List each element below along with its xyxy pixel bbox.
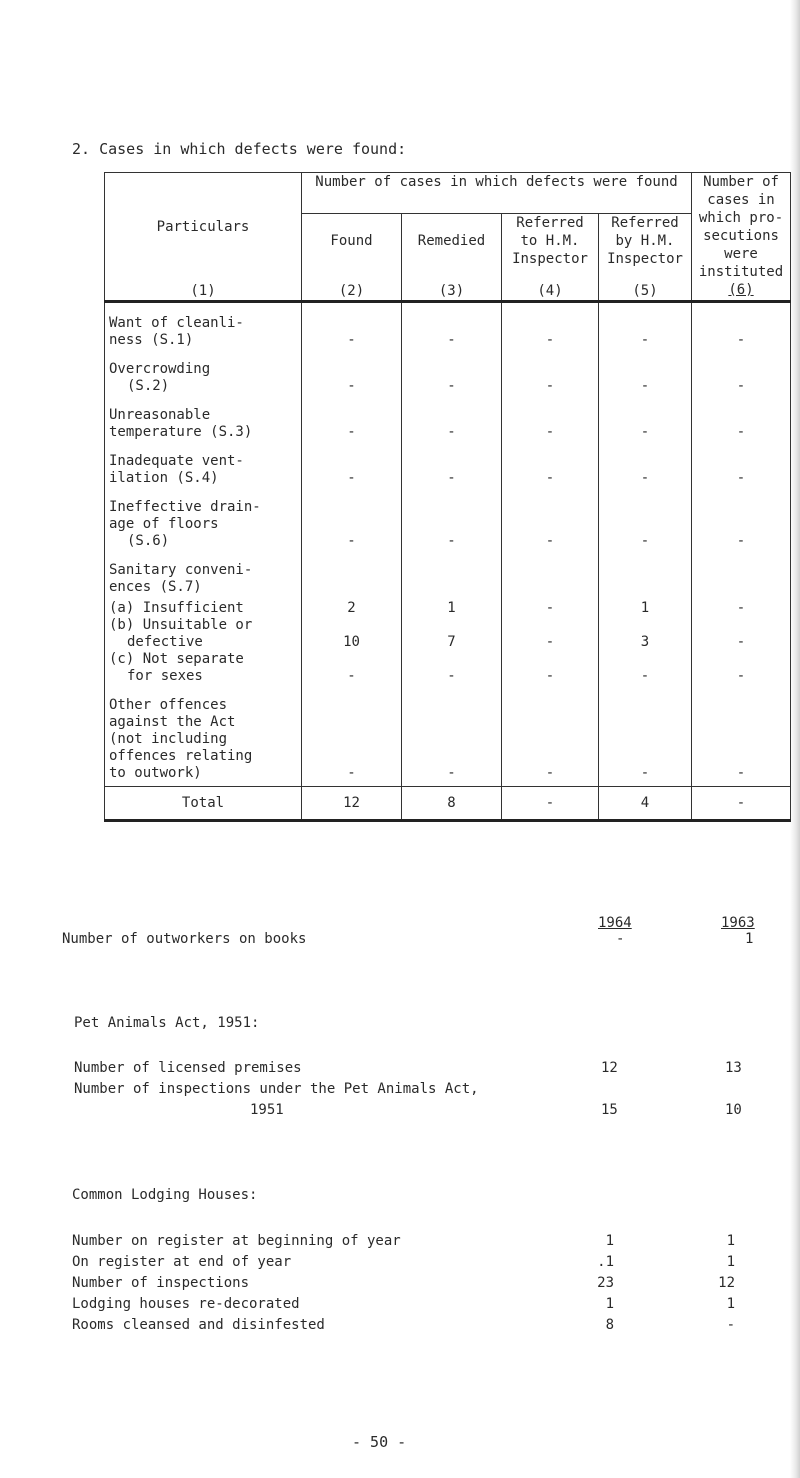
row-label: Unreasonable temperature (S.3): [105, 395, 302, 441]
cell-remedied: -: [402, 487, 502, 550]
lodging-item-1964: 1: [605, 1233, 614, 1249]
total-row: [105, 787, 791, 821]
section-heading: 2. Cases in which defects were found:: [72, 140, 407, 158]
pet-item-1963: 13: [725, 1060, 742, 1076]
header-particulars: Particulars (1): [105, 173, 302, 302]
cell-referred-by: -: [599, 487, 692, 550]
lodging-item-1963: 12: [718, 1275, 735, 1291]
cell-referred-by: -: [599, 651, 692, 685]
table-row: [105, 487, 791, 550]
lodging-item-1963: -: [726, 1317, 735, 1333]
cell-referred-to: -: [502, 651, 599, 685]
cell-found: -: [302, 302, 402, 350]
header-found: Found (2): [302, 214, 402, 302]
pet-item-1964: 15: [601, 1102, 618, 1118]
cell-found: -: [302, 651, 402, 685]
pet-animals-title: Pet Animals Act, 1951:: [74, 1015, 260, 1031]
cell-remedied: -: [402, 685, 502, 787]
pet-item-label-year: 1951: [250, 1102, 284, 1118]
cell-prosecutions: -: [692, 550, 791, 617]
cell-referred-by: -: [599, 395, 692, 441]
row-label: (b) Unsuitable or defective: [105, 617, 302, 651]
lodging-item-1964: .1: [597, 1254, 614, 1270]
row-label: Other offences against the Act (not including offences relating to outwork): [105, 685, 302, 787]
cell-referred-by: 1: [599, 550, 692, 617]
cell-referred-to: -: [502, 685, 599, 787]
cell-found: -: [302, 395, 402, 441]
cell-referred-by: -: [599, 349, 692, 395]
cell-prosecutions: -: [692, 685, 791, 787]
lodging-item-1963: 1: [726, 1254, 735, 1270]
row-label: Want of cleanli- ness (S.1): [105, 302, 302, 350]
table-row: [105, 302, 791, 350]
header-referred-by: Referred by H.M. Inspector (5): [599, 214, 692, 302]
lodging-item-label: Number of inspections: [72, 1275, 250, 1291]
lodging-item-label: Number on register at beginning of year: [72, 1233, 401, 1249]
row-label: Ineffective drain- age of floors (S.6): [105, 487, 302, 550]
cell-referred-to: -: [502, 617, 599, 651]
pet-item-label: Number of licensed premises: [74, 1060, 302, 1076]
cell-referred-to: -: [502, 487, 599, 550]
outworkers-1963: 1: [745, 931, 754, 947]
outworkers-label: Number of outworkers on books: [62, 931, 307, 947]
row-label: Sanitary conveni- ences (S.7) (a) Insufficient: [105, 550, 302, 617]
table-row: [105, 651, 791, 685]
lodging-item-1964: 8: [605, 1317, 614, 1333]
outworkers-1964: -: [616, 931, 625, 947]
cell-referred-by: -: [599, 302, 692, 350]
table-row: [105, 395, 791, 441]
cell-found: -: [302, 441, 402, 487]
cell-remedied: -: [402, 349, 502, 395]
cell-remedied: -: [402, 651, 502, 685]
row-label: Inadequate vent- ilation (S.4): [105, 441, 302, 487]
table-row: [105, 349, 791, 395]
page-number: - 50 -: [352, 1433, 407, 1451]
lodging-item-label: Rooms cleansed and disinfested: [72, 1317, 325, 1333]
header-group-defects: Number of cases in which defects were found: [302, 173, 692, 214]
cell-referred-to: -: [502, 302, 599, 350]
lodging-title: Common Lodging Houses:: [72, 1187, 258, 1203]
total-prosecutions: -: [692, 787, 791, 821]
cell-remedied: 7: [402, 617, 502, 651]
lodging-item-1963: 1: [726, 1233, 735, 1249]
total-found: 12: [302, 787, 402, 821]
cell-found: -: [302, 685, 402, 787]
lodging-item-label: On register at end of year: [72, 1254, 292, 1270]
cell-prosecutions: -: [692, 441, 791, 487]
pet-item-label: Number of inspections under the Pet Animals Act,: [74, 1081, 479, 1097]
cell-referred-to: -: [502, 550, 599, 617]
total-remedied: 8: [402, 787, 502, 821]
lodging-item-1964: 23: [597, 1275, 614, 1291]
lodging-item-1963: 1: [726, 1296, 735, 1312]
cell-found: -: [302, 487, 402, 550]
lodging-item-label: Lodging houses re-decorated: [72, 1296, 300, 1312]
cell-referred-by: 3: [599, 617, 692, 651]
cell-referred-to: -: [502, 441, 599, 487]
table-row: [105, 617, 791, 651]
total-referred-by: 4: [599, 787, 692, 821]
pet-item-1964: 12: [601, 1060, 618, 1076]
cell-remedied: 1: [402, 550, 502, 617]
total-label: Total: [105, 787, 302, 821]
cell-prosecutions: -: [692, 302, 791, 350]
cell-referred-by: -: [599, 685, 692, 787]
cell-prosecutions: -: [692, 487, 791, 550]
page-edge-shadow: [790, 0, 800, 1478]
header-referred-to: Referred to H.M. Inspector (4): [502, 214, 599, 302]
lodging-item-1964: 1: [605, 1296, 614, 1312]
cell-referred-to: -: [502, 349, 599, 395]
cell-remedied: -: [402, 302, 502, 350]
cell-remedied: -: [402, 395, 502, 441]
table-row: [105, 441, 791, 487]
year-1963-header: 1963: [721, 915, 755, 931]
cell-prosecutions: -: [692, 617, 791, 651]
cell-remedied: -: [402, 441, 502, 487]
cell-prosecutions: -: [692, 349, 791, 395]
cell-prosecutions: -: [692, 395, 791, 441]
row-label: (c) Not separate for sexes: [105, 651, 302, 685]
row-label: Overcrowding (S.2): [105, 349, 302, 395]
cell-found: 10: [302, 617, 402, 651]
total-referred-to: -: [502, 787, 599, 821]
cell-found: 2: [302, 550, 402, 617]
cell-referred-by: -: [599, 441, 692, 487]
year-1964-header: 1964: [598, 915, 632, 931]
header-remedied: Remedied (3): [402, 214, 502, 302]
table-row: [105, 550, 791, 617]
defects-table: [104, 172, 791, 822]
cell-referred-to: -: [502, 395, 599, 441]
pet-item-1963: 10: [725, 1102, 742, 1118]
header-prosecutions: Number of cases in which pro- secutions were instituted (6): [692, 173, 791, 302]
table-row: [105, 685, 791, 787]
cell-prosecutions: -: [692, 651, 791, 685]
cell-found: -: [302, 349, 402, 395]
